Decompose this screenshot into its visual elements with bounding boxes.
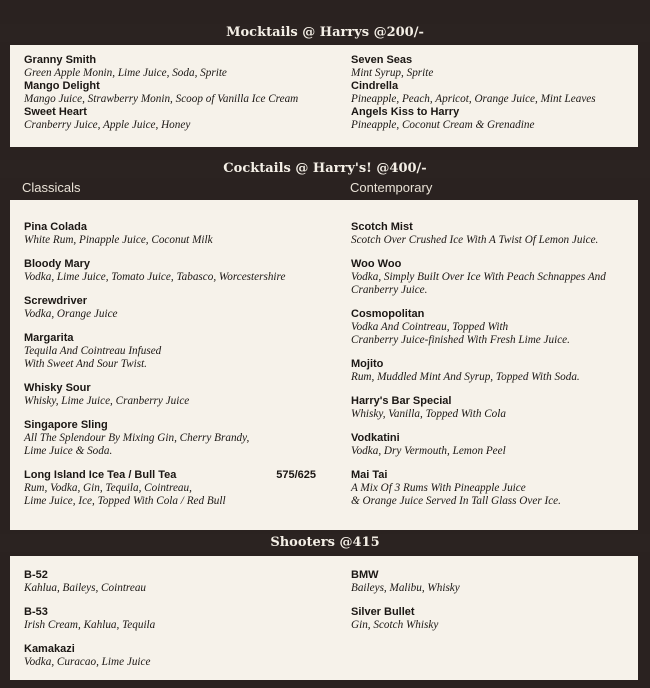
drink-ingredients: Mango Juice, Strawberry Monin, Scoop of Vanilla Ice Cream	[24, 93, 299, 105]
drink-name: Pina Colada	[24, 221, 87, 233]
menu-item	[24, 54, 324, 80]
mocktails-header: Mocktails @ Harrys @200/-	[0, 24, 650, 42]
mocktails-left-column	[24, 54, 324, 132]
shooters-right-column	[351, 569, 650, 643]
drink-ingredients: Rum, Muddled Mint And Syrup, Topped With Soda.	[351, 371, 580, 383]
drink-name: Singapore Sling	[24, 419, 108, 431]
menu-item	[351, 54, 650, 80]
menu-item	[24, 469, 316, 508]
classicals-column	[24, 221, 316, 519]
menu-item	[351, 308, 650, 347]
drink-ingredients: Mint Syrup, Sprite	[351, 67, 434, 79]
drink-name: Sweet Heart	[24, 106, 87, 118]
drink-ingredients: Green Apple Monin, Lime Juice, Soda, Sprite	[24, 67, 227, 79]
menu-item	[351, 606, 650, 632]
drink-ingredients: A Mix Of 3 Rums With Pineapple Juice & Orange Juice Served In Tall Glass Over Ice.	[351, 482, 561, 507]
drink-name: Bloody Mary	[24, 258, 91, 270]
menu-item	[24, 332, 304, 371]
drink-name: BMW	[351, 569, 379, 581]
menu-item	[351, 221, 650, 247]
menu-item	[24, 258, 304, 284]
drink-ingredients: Cranberry Juice, Apple Juice, Honey	[24, 119, 191, 131]
drink-ingredients: Whisky, Lime Juice, Cranberry Juice	[24, 395, 190, 407]
drink-name: Mojito	[351, 358, 384, 370]
drink-ingredients: Vodka, Simply Built Over Ice With Peach Schnappes And Cranberry Juice.	[351, 271, 606, 296]
drink-ingredients: Pineapple, Peach, Apricot, Orange Juice, Mint Leaves	[351, 93, 596, 105]
drink-name: Long Island Ice Tea / Bull Tea	[24, 469, 177, 481]
cocktails-header: Cocktails @ Harry's! @400/-	[0, 160, 650, 178]
drink-ingredients: Scotch Over Crushed Ice With A Twist Of Lemon Juice.	[351, 234, 599, 246]
drink-name: Scotch Mist	[351, 221, 413, 233]
drink-ingredients: Pineapple, Coconut Cream & Grenadine	[351, 119, 535, 131]
shooters-panel	[10, 556, 638, 680]
menu-item	[351, 469, 650, 508]
drink-name: Silver Bullet	[351, 606, 415, 618]
menu-item	[351, 106, 650, 132]
drink-name: B-53	[24, 606, 48, 618]
drink-ingredients: White Rum, Pinapple Juice, Coconut Milk	[24, 234, 213, 246]
drink-ingredients: Vodka And Cointreau, Topped With Cranberry Juice-finished With Fresh Lime Juice.	[351, 321, 570, 346]
menu-item	[24, 382, 304, 408]
drink-ingredients: All The Splendour By Mixing Gin, Cherry Brandy, Lime Juice & Soda.	[24, 432, 250, 457]
menu-item	[351, 395, 650, 421]
shooters-header: Shooters @415	[0, 534, 650, 552]
drink-ingredients: Vodka, Lime Juice, Tomato Juice, Tabasco, Worcestershire	[24, 271, 286, 283]
contemporary-column	[351, 221, 650, 519]
drink-ingredients: Vodka, Dry Vermouth, Lemon Peel	[351, 445, 506, 457]
drink-name: Cosmopolitan	[351, 308, 425, 320]
drink-name: Angels Kiss to Harry	[351, 106, 460, 118]
menu-item	[24, 295, 304, 321]
menu-item	[24, 419, 304, 458]
drink-name: Harry's Bar Special	[351, 395, 452, 407]
menu-item	[24, 221, 304, 247]
drink-ingredients: Rum, Vodka, Gin, Tequila, Cointreau, Lime Juice, Ice, Topped With Cola / Red Bull	[24, 482, 226, 507]
menu-item	[351, 432, 650, 458]
menu-item	[24, 569, 324, 595]
drink-name: Vodkatini	[351, 432, 400, 444]
drink-ingredients: Vodka, Curacao, Lime Juice	[24, 656, 151, 668]
contemporary-heading: Contemporary	[350, 180, 433, 195]
menu-item	[351, 358, 650, 384]
drink-name: Granny Smith	[24, 54, 97, 66]
drink-name: Margarita	[24, 332, 74, 344]
drink-price: 575/625	[276, 469, 316, 481]
drink-ingredients: Kahlua, Baileys, Cointreau	[24, 582, 147, 594]
menu-item	[351, 258, 650, 297]
mocktails-right-column	[351, 54, 650, 132]
drink-name: Kamakazi	[24, 643, 75, 655]
menu-item	[351, 80, 650, 106]
drink-name: Seven Seas	[351, 54, 413, 66]
drink-ingredients: Tequila And Cointreau Infused With Sweet And Sour Twist.	[24, 345, 162, 370]
menu-item	[24, 106, 324, 132]
drink-ingredients: Irish Cream, Kahlua, Tequila	[24, 619, 156, 631]
drink-ingredients: Vodka, Orange Juice	[24, 308, 118, 320]
mocktails-panel	[10, 45, 638, 147]
drink-name: Woo Woo	[351, 258, 402, 270]
menu-item	[24, 80, 324, 106]
shooters-left-column	[24, 569, 324, 680]
cocktails-panel	[10, 200, 638, 530]
menu-item	[24, 606, 324, 632]
drink-name: Mai Tai	[351, 469, 388, 481]
drink-ingredients: Baileys, Malibu, Whisky	[351, 582, 460, 594]
menu-item	[24, 643, 324, 669]
drink-ingredients: Gin, Scotch Whisky	[351, 619, 439, 631]
drink-ingredients: Whisky, Vanilla, Topped With Cola	[351, 408, 506, 420]
menu-item	[351, 569, 650, 595]
drink-name: Cindrella	[351, 80, 399, 92]
drink-name: Screwdriver	[24, 295, 87, 307]
drink-name: Mango Delight	[24, 80, 100, 92]
drink-name: Whisky Sour	[24, 382, 91, 394]
classicals-heading: Classicals	[22, 180, 81, 195]
drink-name: B-52	[24, 569, 48, 581]
